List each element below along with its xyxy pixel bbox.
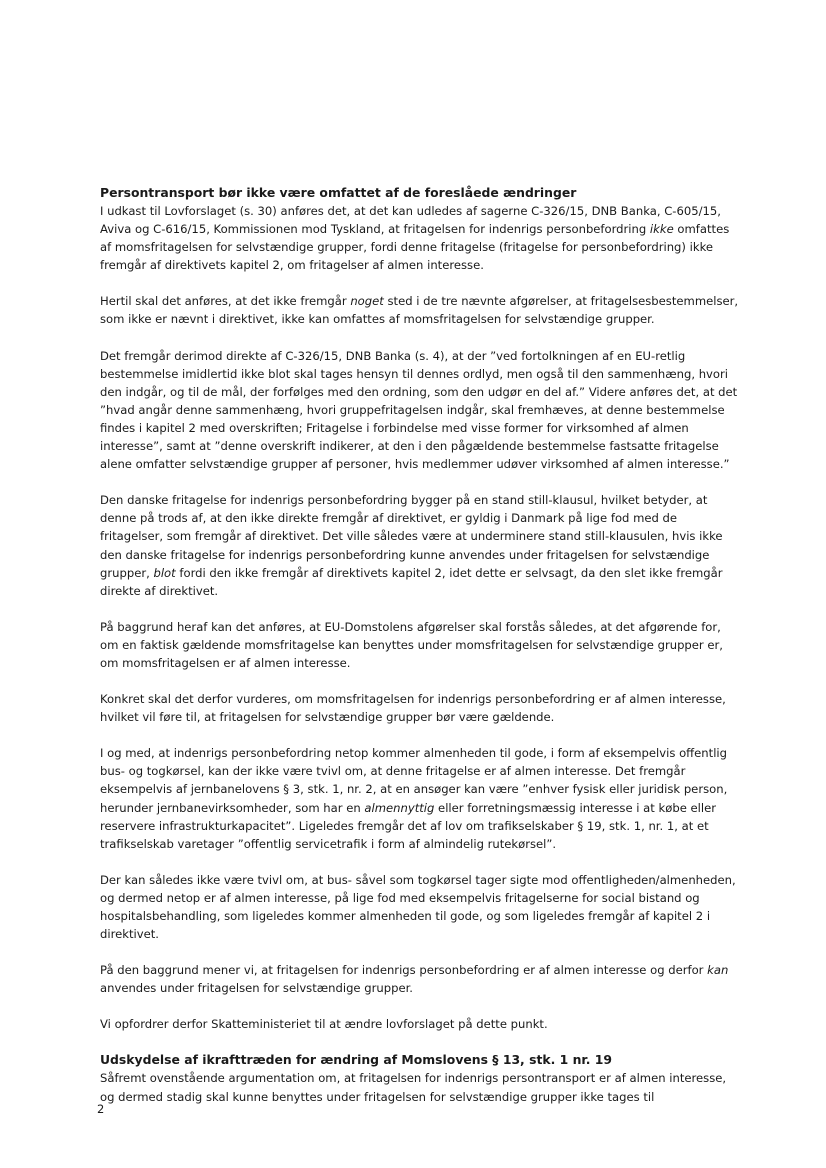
- paragraph-konkret: [100, 690, 740, 726]
- text-run: Der kan således ikke være tvivl om, at bus- såvel som togkørsel tager sigte mod offentligheden/almenheden, og dermed netop er af almen interesse, på lige fod med eksempelvis fritagelserne for social bistand og hospitalsbehandling, som ligeledes kommer almenheden til gode, og som ligeledes fremgår af kapitel 2 i direktivet.: [100, 872, 736, 942]
- text-run: Det fremgår derimod direkte af C-326/15, DNB Banka (s. 4), at der ”ved fortolkningen af en EU-retlig bestemmelse imidlertid ikke blot skal tages hensyn til dennes ordlyd, men også til den sammenhæng, hvori den indgår, og til de mål, der forfølges med den ordning, som den udgør en del af.” Videre anføres det, at det ”hvad angår denne sammenhæng, hvori gruppefritagelsen indgår, skal fremhæves, at denne bestemmelse findes i kapitel 2 med overskriften; Fritagelse i forbindelse med visse former for virksomhed af almen interesse”, samt at ”denne overskrift indikerer, at den i den pågældende bestemmelse fastsatte fritagelse alene omfatter selvstændige grupper af personer, hvis medlemmer udøver virksomhed af almen interesse.”: [100, 348, 738, 472]
- italic-run: kan: [707, 963, 729, 978]
- text-run: I og med, at indenrigs personbefordring netop kommer almenheden til gode, i form af eksempelvis offentlig bus- og togkørsel, kan der ikke være tvivl om, at denne fritagelse er af almen interesse. Det fremgår eksempelvis af jernbanelovens § 3, stk. 1, nr. 2, at en ansøger kan være ”enhver fysisk eller juridisk person, herunder jernbanevirksomheder, som har en: [100, 746, 728, 815]
- document-body: [100, 184, 740, 1106]
- paragraph-opfordring: [100, 1015, 740, 1033]
- paragraph-jernbanelov: [100, 744, 740, 853]
- italic-run: blot: [153, 565, 176, 580]
- text-run: På den baggrund mener vi, at fritagelsen for indenrigs personbefordring er af almen interesse og derfor: [100, 963, 708, 978]
- italic-run: ikke: [649, 222, 674, 237]
- text-run: Hertil skal det anføres, at det ikke fremgår: [100, 294, 351, 309]
- text-run: På baggrund heraf kan det anføres, at EU-Domstolens afgørelser skal forstås således, at det afgørende for, om en faktisk gældende momsfritagelse kan benyttes under momsfritagelsen for selvstændige grupper er, om momsfritagelsen er af almen interesse.: [100, 619, 723, 670]
- paragraph-eu-domstol: [100, 618, 740, 672]
- paragraph-dnb-banka: [100, 347, 740, 474]
- text-run: anvendes under fritagelsen for selvstændige grupper.: [100, 981, 413, 996]
- italic-run: noget: [350, 294, 384, 309]
- text-run: Konkret skal det derfor vurderes, om momsfritagelsen for indenrigs personbefordring er af almen interesse, hvilket vil føre til, at fritagelsen for selvstændige grupper bør være gældende.: [100, 692, 726, 725]
- paragraph-stand-still: [100, 491, 740, 600]
- paragraph-tvivl: [100, 871, 740, 943]
- text-run: omfattes af momsfritagelsen for selvstændige grupper, fordi denne fritagelse (fritagelse for personbefordring) ikke fremgår af direktivets kapitel 2, om fritagelser af almen interesse.: [100, 222, 730, 273]
- text-run: fordi den ikke fremgår af direktivets kapitel 2, idet dette er selvsagt, da den slet ikke fremgår direkte af direktivet.: [100, 565, 723, 598]
- section-heading-persontransport: Persontransport bør ikke være omfattet af de foreslåede ændringer: [100, 185, 577, 200]
- section-heading-udskydelse: Udskydelse af ikrafttræden for ændring af Momslovens § 13, stk. 1 nr. 19: [100, 1052, 613, 1068]
- page-number: 2: [97, 1102, 105, 1116]
- italic-run: almennyttig: [364, 800, 435, 815]
- paragraph-hertil: [100, 292, 740, 328]
- text-run: I udkast til Lovforslaget (s. 30) anføres det, at det kan udledes af sagerne C-326/15, DNB Banka, C-605/15, Aviva og C-616/15, Kommissionen mod Tyskland, at fritagelsen for indenrigs personbefordring: [100, 204, 721, 237]
- text-run: sted i de tre nævnte afgørelser, at fritagelsesbestemmelser, som ikke er nævnt i direktivet, ikke kan omfattes af momsfritagelsen for selvstændige grupper.: [100, 294, 739, 327]
- paragraph-udkast: [100, 202, 740, 274]
- text-run: Vi opfordrer derfor Skatteministeriet til at ændre lovforslaget på dette punkt.: [100, 1017, 548, 1032]
- paragraph-saafremt: [100, 1069, 740, 1105]
- text-run: Den danske fritagelse for indenrigs personbefordring bygger på en stand still-klausul, hvilket betyder, at denne på trods af, at den ikke direkte fremgår af direktivet, er gyldig i Danmark på lige fod med de fritagelser, som fremgår af direktivet. Det ville således være at underminere stand still-klausulen, hvis ikke den danske fritagelse for indenrigs personbefordring kunne anvendes under fritagelsen for selvstændige grupper,: [100, 493, 723, 580]
- text-run: Såfremt ovenstående argumentation om, at fritagelsen for indenrigs persontransport er af almen interesse, og dermed stadig skal kunne benyttes under fritagelsen for selvstændige grupper ikke tages til: [100, 1071, 727, 1104]
- text-run: eller forretningsmæssig interesse i at købe eller reservere infrastrukturkapacitet”. Ligeledes fremgår det af lov om trafikselskaber § 19, stk. 1, nr. 1, at et trafikselskab varetager ”offentlig servicetrafik i form af almindelig rutekørsel”.: [100, 800, 716, 851]
- paragraph-baggrund: [100, 961, 740, 997]
